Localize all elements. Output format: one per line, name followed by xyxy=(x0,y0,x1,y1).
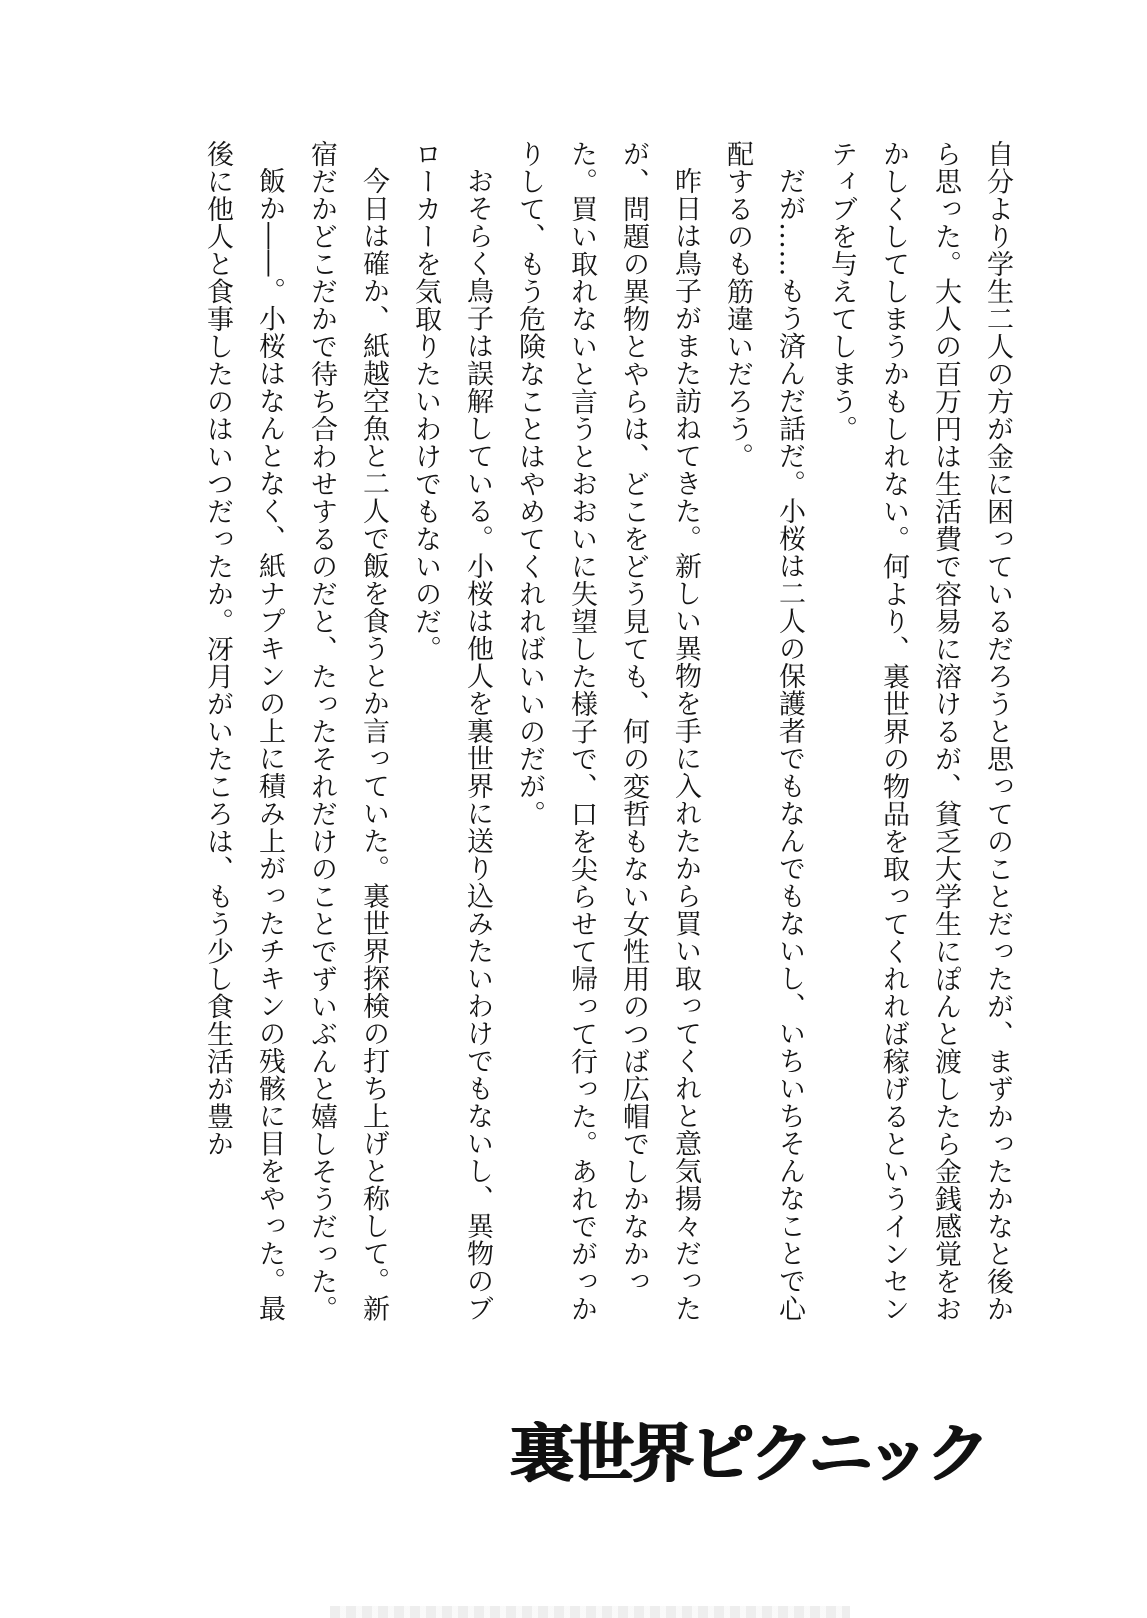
paragraph-3: 昨日は鳥子がまた訪ねてきた。新しい異物を手に入れたから買い取ってくれと意気揚々だったが、問題の異物とやらは、どこをどう見ても、何の変哲もない女性用のつば広帽でしかなかった。買い取れないと言うとおおいに失望した様子で、口を尖らせて帰って行った。あれでがっかりして、もう危険なことはやめてくれればいいのだが。 xyxy=(514,140,701,1323)
paragraph-6: 飯か――。小桜はなんとなく、紙ナプキンの上に積み上がったチキンの残骸に目をやった。最後に他人と食事したのはいつだったか。冴月がいたころは、もう少し食生活が豊か xyxy=(202,140,285,1322)
page-footer-band xyxy=(330,1606,850,1618)
book-title: 裏世界ピクニック xyxy=(510,1417,987,1492)
paragraph-4: おそらく鳥子は誤解している。小桜は他人を裏世界に送り込みたいわけでもないし、異物のブローカーを気取りたいわけでもないのだ。 xyxy=(410,140,493,1322)
paragraph-5: 今日は確か、紙越空魚と二人で飯を食うとか言っていた。裏世界探検の打ち上げと称して。新宿だかどこだかで待ち合わせするのだと、たったそれだけのことでずいぶんと嬉しそうだった。 xyxy=(306,140,389,1323)
paragraph-1: 自分より学生二人の方が金に困っているだろうと思ってのことだったが、まずかったかなと後から思った。大人の百万円は生活費で容易に溶けるが、貧乏大学生にぽんと渡したら金銭感覚をおかしくしてしまうかもしれない。何より、裏世界の物品を取ってくれれば稼げるというインセンティブを与えてしまう。 xyxy=(826,140,1013,1323)
vertical-prose-body xyxy=(23,140,1023,1330)
book-title-block xyxy=(510,1400,1010,1510)
paragraph-2: だが……もう済んだ話だ。小桜は二人の保護者でもなんでもないし、いちいちそんなことで心配するのも筋違いだろう。 xyxy=(722,140,805,1322)
